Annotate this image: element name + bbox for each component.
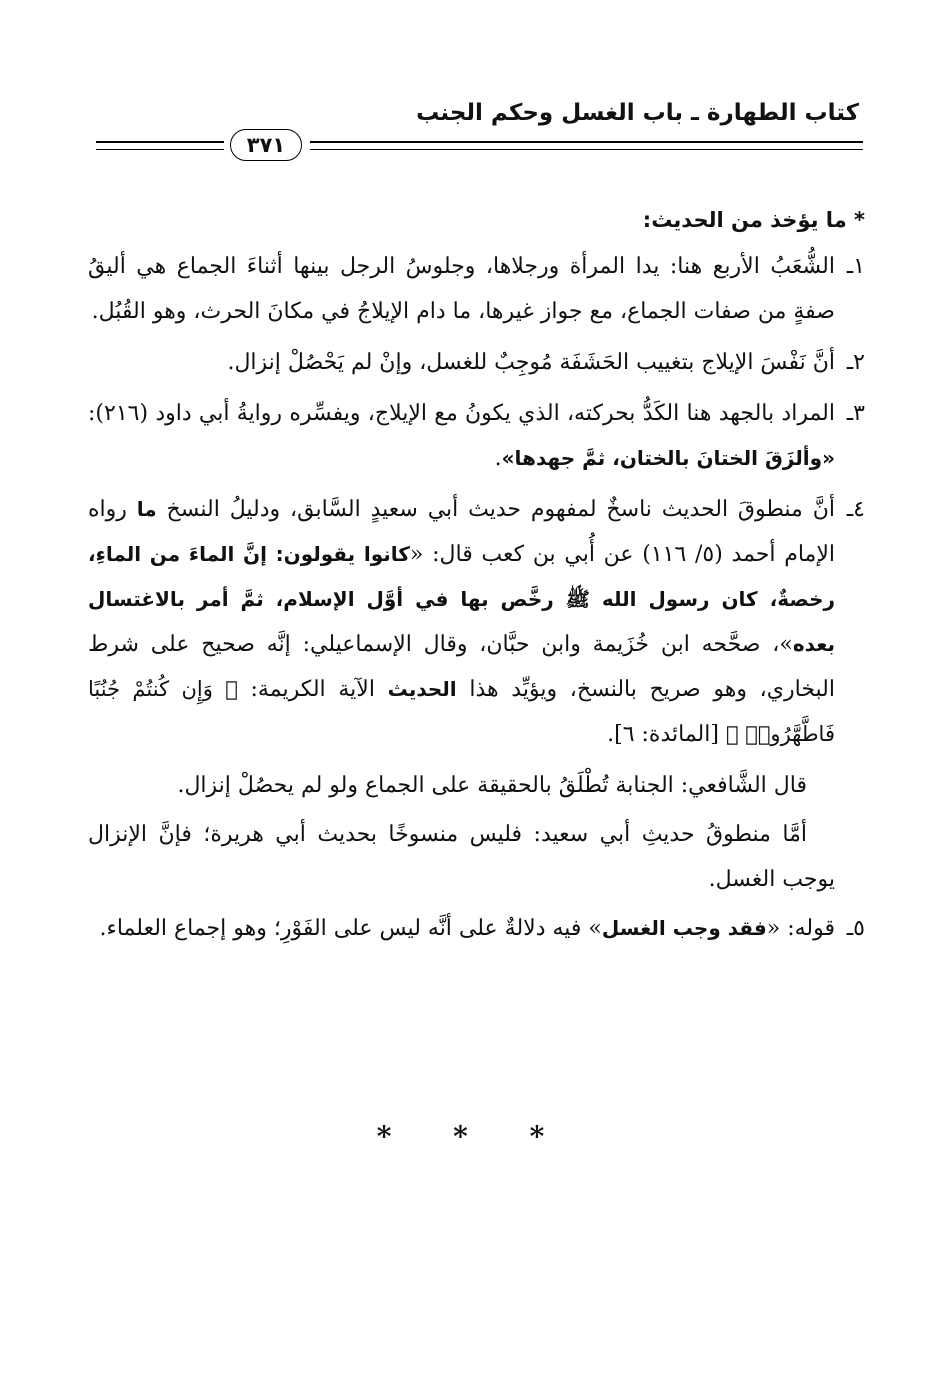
list-item-4 xyxy=(88,487,865,757)
running-header-title: كتاب الطهارة ـ باب الغسل وحكم الجنب xyxy=(416,100,859,126)
list-item-1 xyxy=(88,244,865,334)
paragraph-shafii: قال الشَّافعي: الجنابة تُطْلَقُ بالحقيقة على الجماع ولو لم يحصُلْ إنزال. xyxy=(177,773,807,798)
item-number: ٢ـ xyxy=(846,350,865,375)
header-rule-right-thin xyxy=(310,149,863,150)
section-separator: * * * xyxy=(376,1120,571,1153)
bold-word: ما xyxy=(136,497,157,521)
page-body xyxy=(88,204,865,957)
item-text: الآية الكريمة: xyxy=(237,677,388,702)
item-text: » فيه دلالةٌ على أنَّه ليس على الفَوْرِ؛ وهو إجماع العلماء. xyxy=(99,916,602,941)
hadith-quote: كانوا يقولون: إنَّ الماءَ من الماءِ، رخصةٌ، كان رسول الله ﷺ رخَّص بها في أوَّل الإسلام، ثمَّ أمر بالاغتسال بعده xyxy=(88,542,835,656)
item-number: ٤ـ xyxy=(846,497,865,522)
item-text: رواه الإمام أحمد (٥/ ١١٦) عن أُبي بن كعب قال: « xyxy=(88,497,835,567)
hadith-quote: «وألزَقَ الختانَ بالختان، ثمَّ جهدها» xyxy=(501,446,835,470)
item-text: . xyxy=(494,446,502,471)
item-text: المراد بالجهد هنا الكَدُّ بحركته، الذي يكونُ مع الإيلاج، ويفسِّره روايةُ أبي داود (٢١٦): xyxy=(88,401,835,426)
item-text: »، صحَّحه ابن خُزَيمة وابن حبَّان، وقال الإسماعيلي: إنَّه صحيح على شرط البخاري، وهو صريح بالنسخ، ويؤيِّد هذا xyxy=(88,632,835,702)
section-heading: * ما يؤخذ من الحديث: xyxy=(642,208,865,232)
list-item-3 xyxy=(88,391,865,481)
hadith-quote: فقد وجب الغسل xyxy=(601,916,767,940)
header-rule-left xyxy=(96,141,224,143)
paragraph-abu-said: أمَّا منطوقُ حديثِ أبي سعيد: فليس منسوخًا بحديث أبي هريرة؛ فإنَّ الإنزال يوجب الغسل. xyxy=(88,822,835,892)
item-text: أنَّ نَفْسَ الإيلاج بتغييب الحَشَفَة مُوجِبٌ للغسل، وإنْ لم يَحْصُلْ إنزال. xyxy=(227,350,835,375)
list-item-2 xyxy=(88,340,865,385)
list-item-5 xyxy=(88,906,865,951)
page-number: ٣٧١ xyxy=(230,129,302,161)
item-text: أنَّ منطوقَ الحديث ناسخٌ لمفهوم حديث أبي سعيدٍ السَّابق، ودليلُ النسخ xyxy=(156,497,835,522)
verse-reference: [المائدة: ٦]. xyxy=(607,722,726,747)
item-number: ٣ـ xyxy=(846,401,865,426)
item-number: ١ـ xyxy=(846,254,865,279)
item-number: ٥ـ xyxy=(846,916,865,941)
bold-word: الحديث xyxy=(387,677,457,701)
item-text: قوله: « xyxy=(766,916,835,941)
item-text: الشُّعَبُ الأربع هنا: يدا المرأة ورجلاها، وجلوسُ الرجل بينها أثناءَ الجماع هي أليقُ صفةٍ من صفات الجماع، مع جواز غيرها، ما دام الإيلاجُ في مكانَ الحرث، وهو القُبُل. xyxy=(88,254,835,324)
header-rule-right xyxy=(310,141,863,143)
quran-verse: ﴿ وَإِن كُنتُمْ جُنُبًا فَاطَّهَّرُوا۟ ﴾ xyxy=(88,677,835,746)
header-rule-left-thin xyxy=(96,149,224,150)
